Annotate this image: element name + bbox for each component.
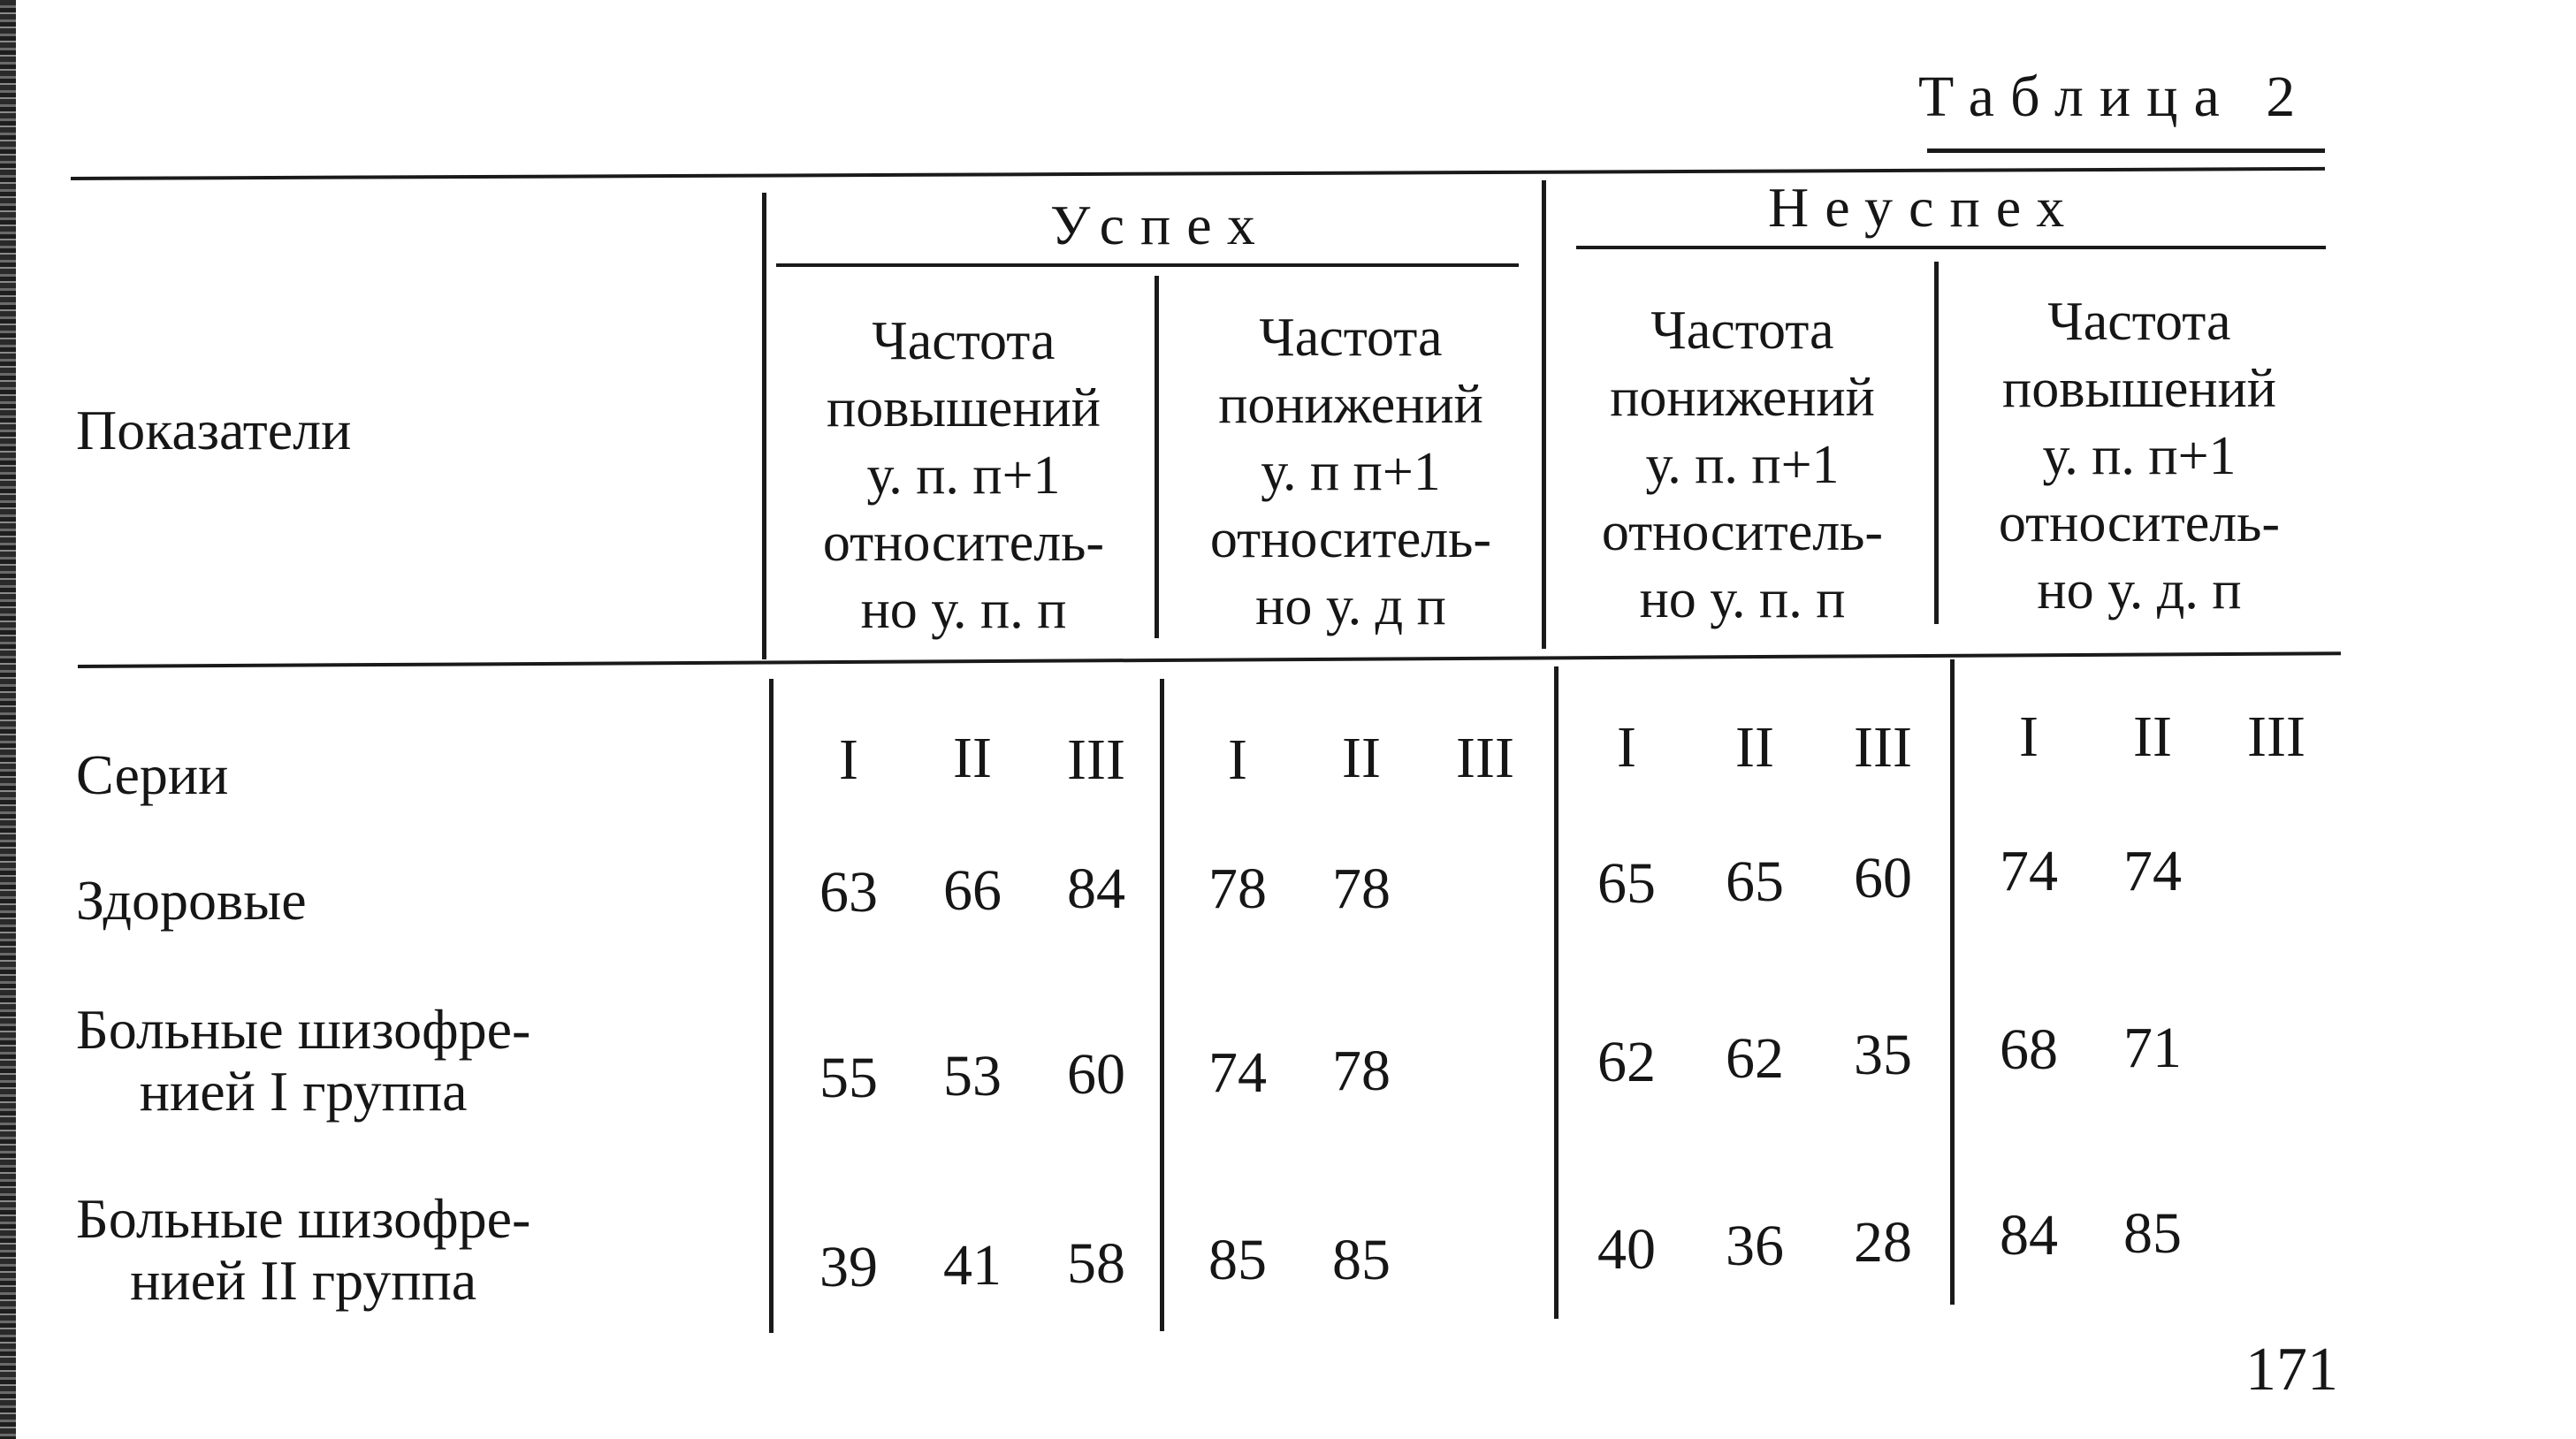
- table-cell: 58: [1067, 1231, 1125, 1296]
- table-cell: 65: [1597, 851, 1656, 916]
- table-cell: 74: [2000, 839, 2058, 903]
- top-rule-right: [1927, 148, 2325, 153]
- table-cell: 66: [943, 858, 1002, 923]
- vrule-1: [762, 193, 766, 659]
- table-cell: 65: [1726, 849, 1784, 914]
- column-header-4: Частота повышений у. п. п+1 относитель- но у. д. п: [1998, 292, 2281, 621]
- group-rule-neuspekh: [1576, 246, 2326, 249]
- row-label-healthy: Здоровые: [76, 869, 307, 932]
- series-cell: II: [1342, 726, 1381, 790]
- scan-edge: [0, 0, 16, 1439]
- series-cell: I: [2019, 704, 2039, 769]
- table-cell: 85: [1332, 1228, 1391, 1292]
- vrule-body-2: [1160, 679, 1164, 1331]
- table-cell: 60: [1067, 1042, 1125, 1107]
- series-cell: II: [1735, 715, 1774, 780]
- table-cell: 68: [2000, 1017, 2058, 1082]
- table-title: Таблица 2: [1918, 65, 2312, 129]
- table-cell: 85: [2123, 1201, 2182, 1266]
- table-cell: 84: [1067, 857, 1125, 921]
- series-cell: III: [2247, 704, 2305, 769]
- series-cell: II: [2133, 704, 2172, 769]
- column-header-3: Частота понижений у. п. п+1 относитель- но у. п. п: [1601, 301, 1884, 629]
- column-header-2: Частота понижений у. п п+1 относитель- но у. д п: [1209, 308, 1492, 636]
- row-label-header: Показатели: [76, 399, 352, 461]
- group-label-neuspekh: Неуспех: [1768, 176, 2081, 239]
- table-cell: 74: [2123, 839, 2182, 903]
- table-cell: 36: [1726, 1214, 1784, 1278]
- table-cell: 78: [1332, 857, 1391, 921]
- table-cell: 28: [1854, 1210, 1912, 1275]
- series-cell: I: [1228, 727, 1247, 792]
- table-cell: 35: [1854, 1023, 1912, 1087]
- table-cell: 55: [819, 1046, 878, 1110]
- column-header-1: Частота повышений у. п. п+1 относитель- но у. п. п: [822, 311, 1105, 640]
- table-cell: 39: [819, 1235, 878, 1299]
- series-cell: III: [1456, 726, 1514, 790]
- vrule-body-4: [1950, 659, 1955, 1305]
- row-label-schizo-group-2: Больные шизофре- нией II группа: [76, 1187, 531, 1312]
- vrule-3: [1542, 180, 1546, 649]
- series-cell: III: [1854, 715, 1912, 780]
- table-cell: 40: [1597, 1217, 1656, 1282]
- table-cell: 41: [943, 1233, 1002, 1298]
- header-bottom-rule: [78, 651, 2341, 668]
- table-cell: 85: [1208, 1228, 1267, 1292]
- table-cell: 74: [1208, 1040, 1267, 1105]
- series-cell: III: [1067, 727, 1125, 792]
- row-label-schizo-group-1: Больные шизофре- нией I группа: [76, 998, 531, 1123]
- table-cell: 53: [943, 1044, 1002, 1108]
- group-rule-uspekh: [776, 263, 1519, 267]
- table-cell: 84: [2000, 1203, 2058, 1268]
- group-label-uspekh: Успех: [1050, 194, 1271, 256]
- series-cell: I: [1617, 715, 1636, 780]
- table-cell: 71: [2123, 1016, 2182, 1080]
- table-cell: 78: [1332, 1039, 1391, 1103]
- table-cell: 62: [1726, 1026, 1784, 1091]
- table-cell: 63: [819, 860, 878, 925]
- series-cell: I: [839, 727, 858, 792]
- page-number: 171: [2245, 1336, 2338, 1404]
- table-cell: 62: [1597, 1030, 1656, 1094]
- vrule-body-1: [769, 679, 774, 1333]
- vrule-body-3: [1554, 666, 1559, 1319]
- series-label: Серии: [76, 743, 229, 806]
- table-cell: 78: [1208, 857, 1267, 921]
- series-cell: II: [953, 726, 992, 790]
- table-cell: 60: [1854, 846, 1912, 910]
- vrule-2: [1155, 276, 1159, 638]
- vrule-4: [1934, 262, 1939, 624]
